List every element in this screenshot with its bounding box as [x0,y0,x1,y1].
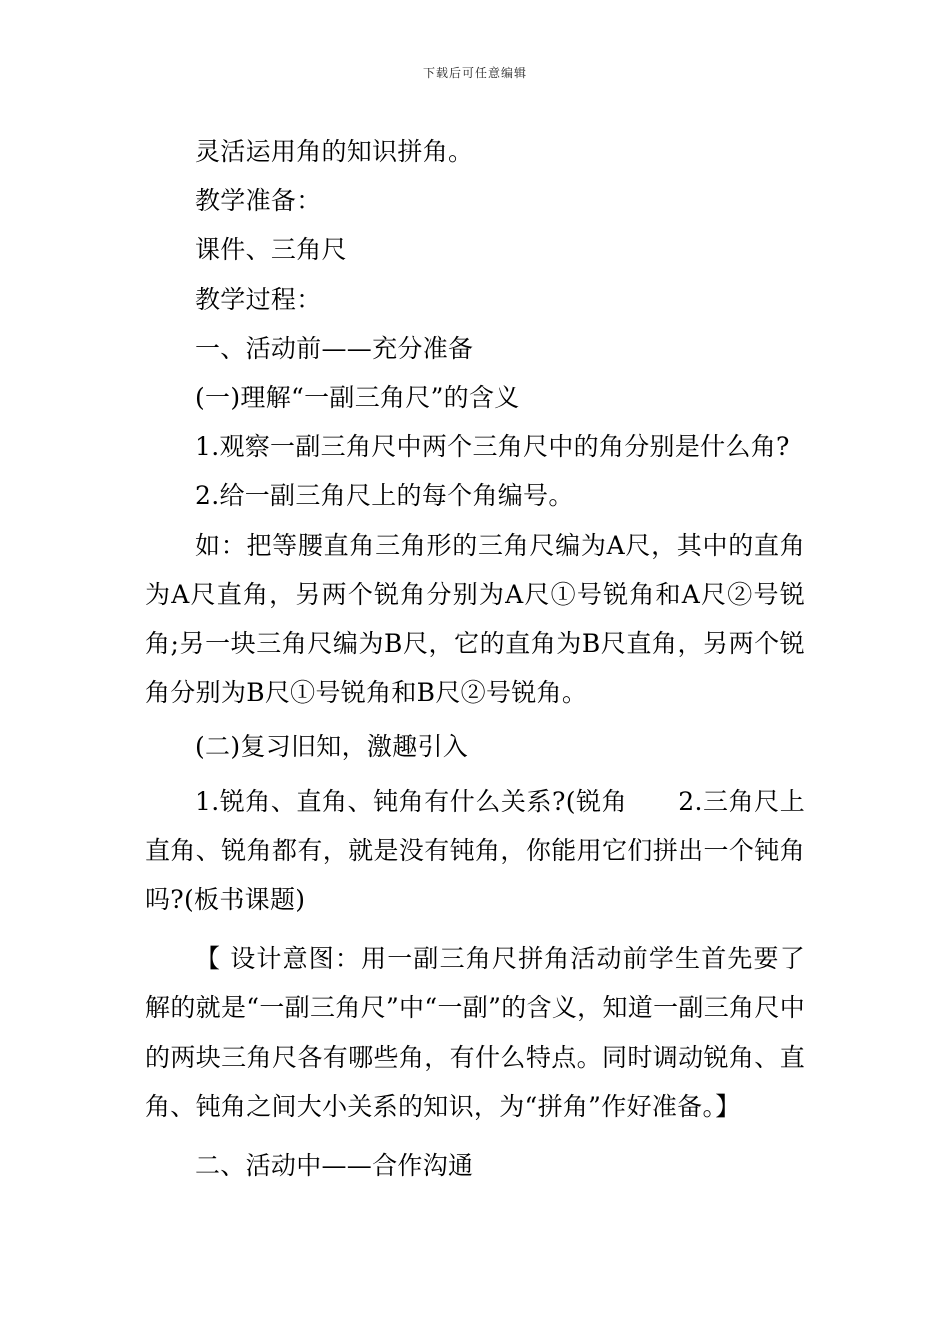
paragraph-example: 如：把等腰直角三角形的三角尺编为A尺，其中的直角为A尺直角，另两个锐角分别为A尺①号锐角和A尺②号锐角;另一块三角尺编为B尺，它的直角为B尺直角，另两个锐角分别为B尺①号锐角和B尺②号锐角。 [145,530,805,708]
section-heading-before-activity: 一、活动前——充分准备 [195,333,474,363]
paragraph-design-intent: 【 设计意图：用一副三角尺拼角活动前学生首先要了解的就是“一副三角尺”中“一副”的含义，知道一副三角尺中的两块三角尺各有哪些角，有什么特点。同时调动锐角、直角、钝角之间大小关系的知识，为“拼角”作好准备。】 [145,944,805,1121]
page-header: 下载后可任意编辑 [422,66,527,80]
paragraph-review-questions: 1.锐角、直角、钝角有什么关系?(锐角 2.三角尺上直角、锐角都有，就是没有钝角，你能用它们拼出一个钝角吗?(板书课题) [145,786,805,915]
paragraph-objective: 灵活运用角的知识拼角。 [195,137,474,166]
paragraph-process-heading: 教学过程： [195,284,322,314]
document-body [145,127,805,1190]
section-heading-during-activity: 二、活动中——合作沟通 [195,1151,474,1181]
subsection-heading-review: (二)复习旧知，激趣引入 [195,732,469,762]
list-item-observe: 1.观察一副三角尺中两个三角尺中的角分别是什么角? [195,432,790,462]
paragraph-preparation-heading: 教学准备： [195,186,322,216]
paragraph-preparation-items: 课件、三角尺 [195,235,347,265]
subsection-heading-understand-set: (一)理解“一副三角尺”的含义 [195,383,520,413]
list-item-numbering: 2.给一副三角尺上的每个角编号。 [195,481,574,511]
